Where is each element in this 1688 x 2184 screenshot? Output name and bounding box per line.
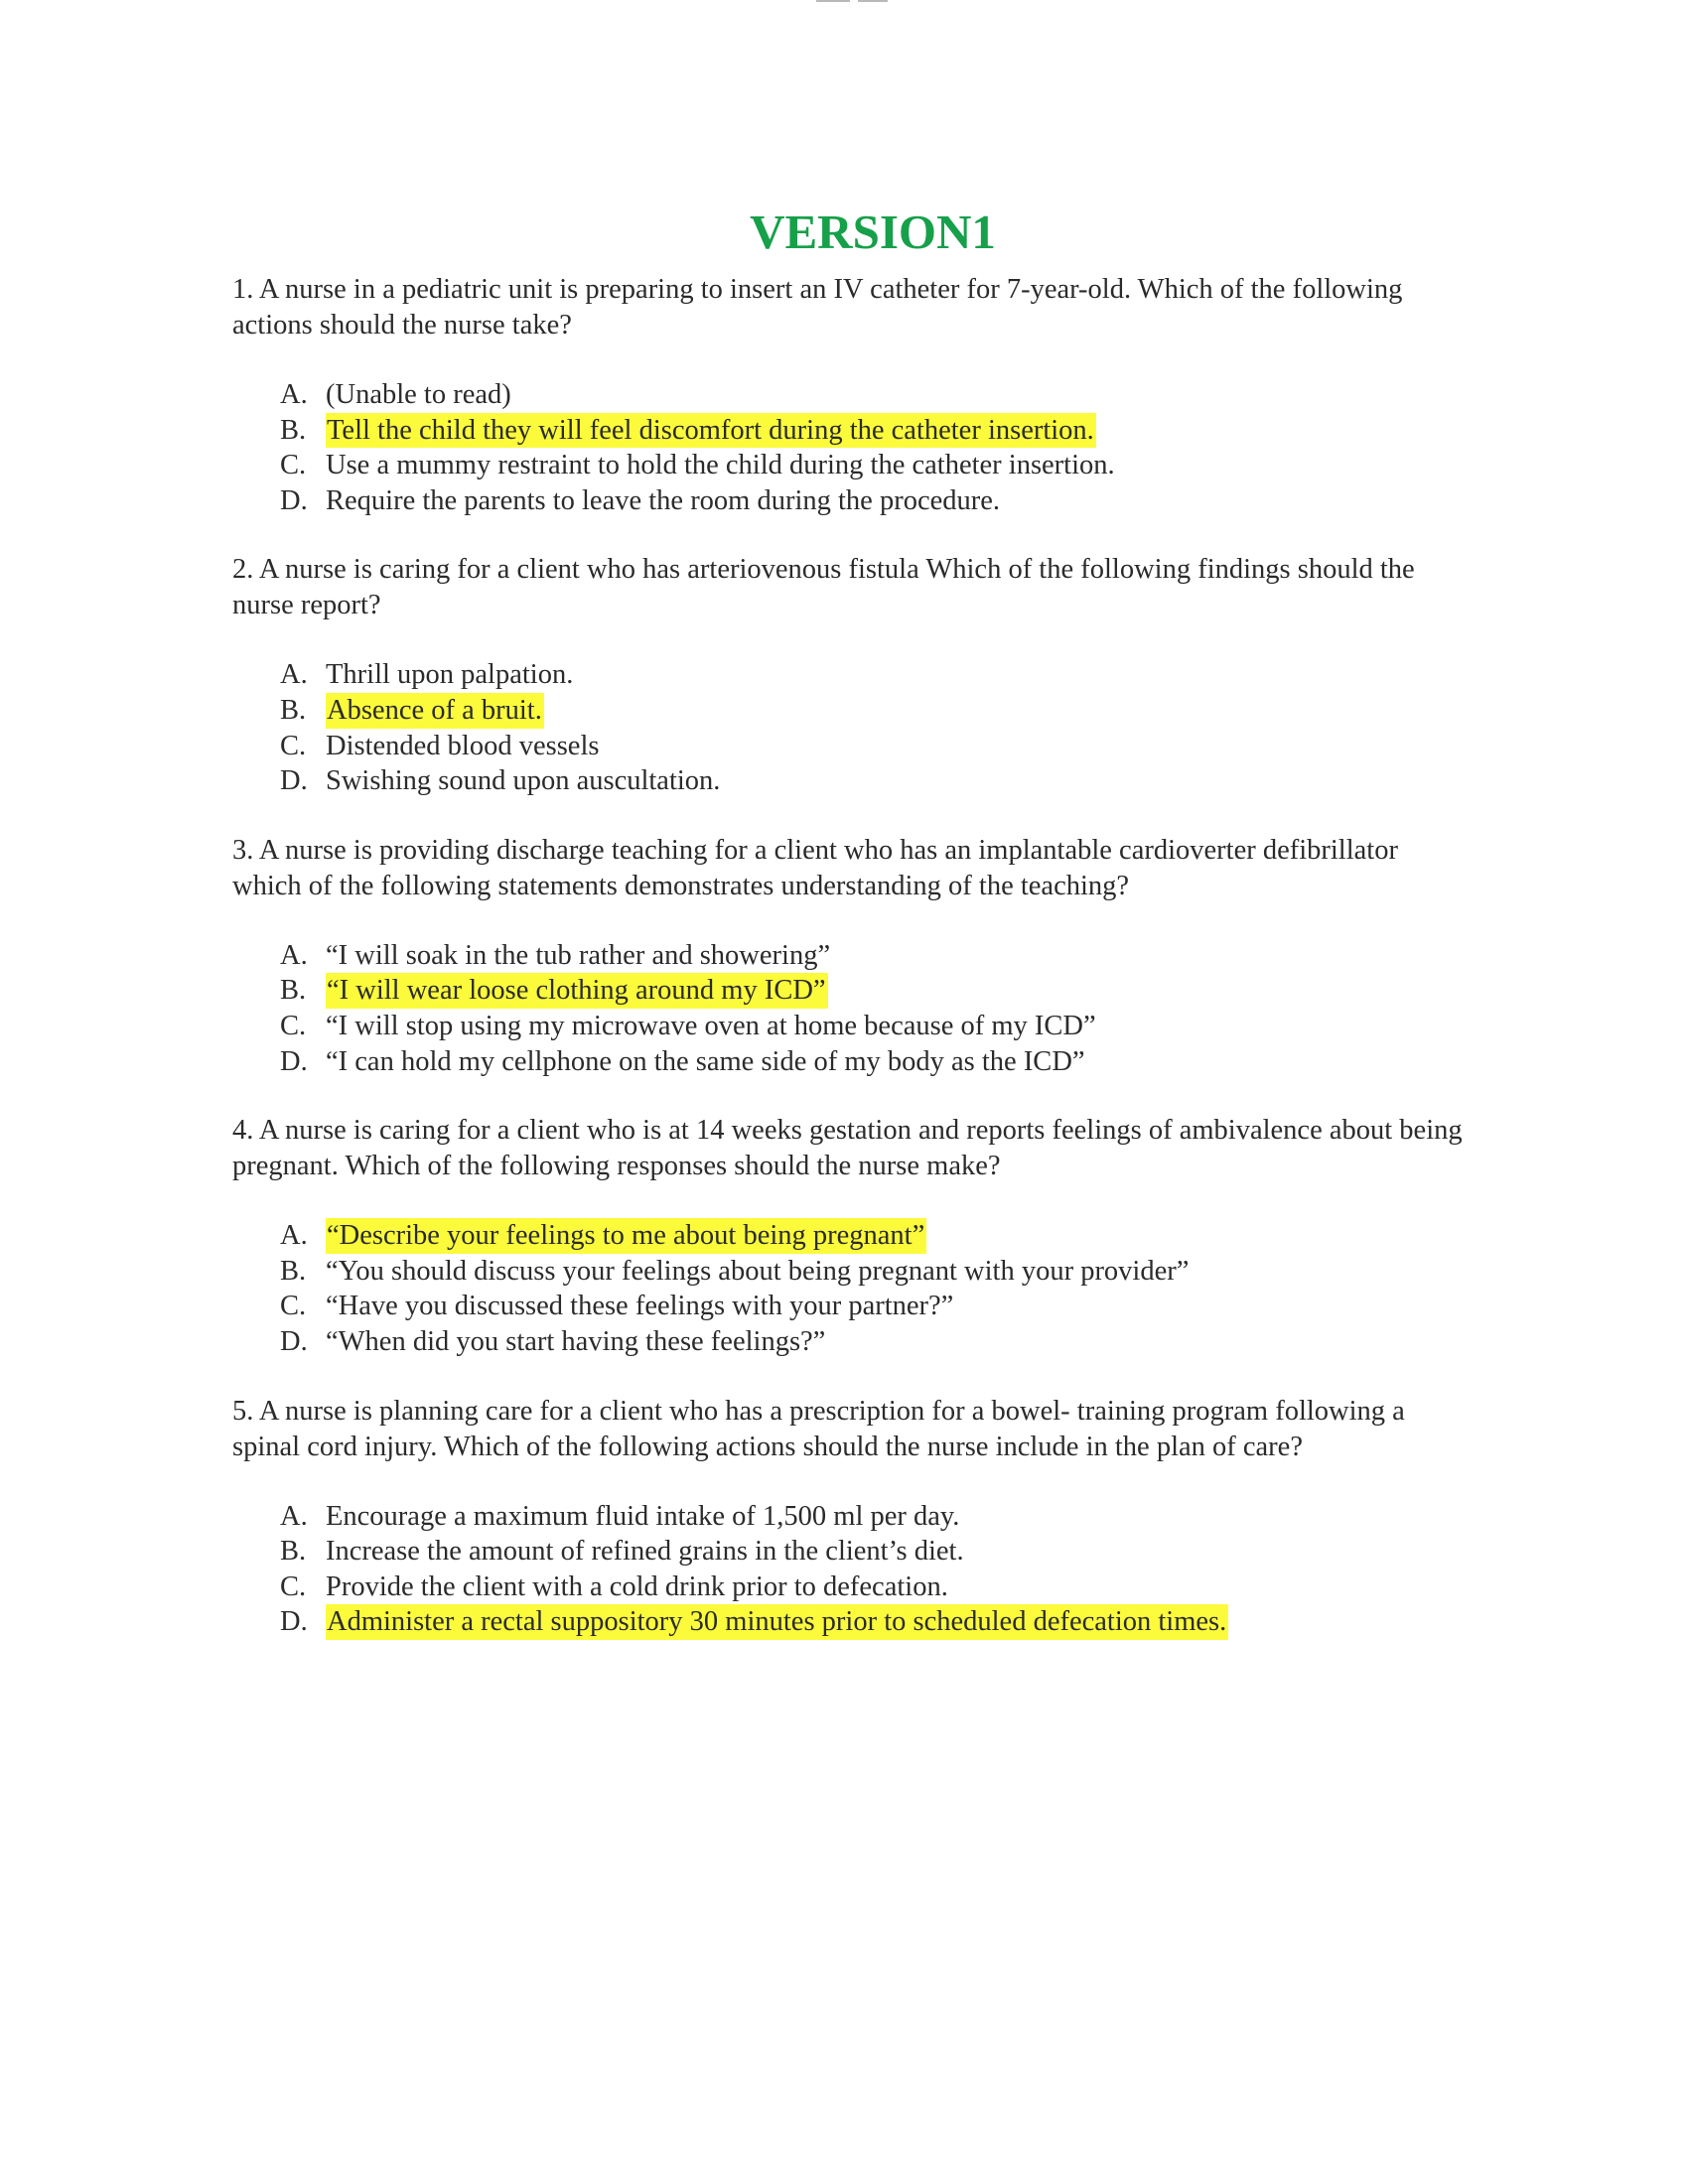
option-letter: C. [280,1570,307,1602]
question-stem: 3. A nurse is providing discharge teaching for a client who has an implantable cardioverter defibrillator which of the following statements demonstrates understanding of the teaching? [232,834,1398,901]
answer-option [280,413,1464,449]
question-5 [232,1394,1464,1640]
option-letter: B. [280,694,307,726]
answer-options [280,938,1464,1079]
answer-options [280,1499,1464,1640]
option-text: Swishing sound upon auscultation. [326,765,721,797]
option-text: “I can hold my cellphone on the same side of my body as the ICD” [326,1045,1085,1077]
answer-option [280,657,1464,693]
option-text: (Unable to read) [326,379,511,410]
question-stem: 5. A nurse is planning care for a client who has a prescription for a bowel- training program following a spinal cord injury. Which of the following actions should the nurse include in the plan of care? [232,1395,1405,1462]
answer-option [280,1324,1464,1360]
answer-option [280,1534,1464,1570]
question-4 [232,1113,1464,1359]
option-text: “When did you start having these feelings?” [326,1325,826,1357]
option-letter: A. [280,1220,308,1252]
answer-options [280,1218,1464,1359]
answer-option [280,1499,1464,1535]
answer-option [280,1289,1464,1324]
scan-mark-segment [858,0,888,2]
option-letter: A. [280,1500,308,1532]
answer-option [280,1044,1464,1080]
option-text: Thrill upon palpation. [326,659,574,691]
option-text: “Have you discussed these feelings with your partner?” [326,1291,954,1322]
answer-option [280,377,1464,413]
question-list [232,272,1464,1674]
option-letter: D. [280,484,308,516]
answer-option [280,729,1464,764]
option-text-highlighted: “I will wear loose clothing around my ICD” [326,973,828,1009]
scan-mark-segment [816,0,850,2]
page-title: VERSION1 [750,204,996,259]
option-text: Require the parents to leave the room during the procedure. [326,484,1001,516]
answer-option [280,973,1464,1009]
option-letter: C. [280,1010,307,1041]
scan-header-mark [816,0,896,4]
option-letter: B. [280,1255,307,1287]
question-2 [232,552,1464,798]
answer-option [280,1254,1464,1290]
option-text-highlighted: Tell the child they will feel discomfort during the catheter insertion. [326,413,1096,449]
answer-option [280,693,1464,729]
option-letter: D. [280,765,308,797]
option-letter: B. [280,1536,307,1568]
question-1 [232,272,1464,518]
answer-option [280,1009,1464,1044]
option-text: Encourage a maximum fluid intake of 1,500 ml per day. [326,1500,960,1532]
option-text-highlighted: Administer a rectal suppository 30 minutes prior to scheduled defecation times. [326,1604,1228,1640]
answer-option [280,1570,1464,1605]
question-3 [232,833,1464,1079]
question-stem: 2. A nurse is caring for a client who has arteriovenous fistula Which of the following findings should the nurse report? [232,554,1415,621]
option-text: Provide the client with a cold drink prior to defecation. [326,1570,948,1602]
option-letter: C. [280,450,307,481]
option-text: “You should discuss your feelings about being pregnant with your provider” [326,1255,1190,1287]
option-text: “I will soak in the tub rather and showering” [326,939,831,971]
option-letter: A. [280,659,308,691]
option-text: “I will stop using my microwave oven at home because of my ICD” [326,1010,1096,1041]
option-letter: D. [280,1045,308,1077]
answer-option [280,1604,1464,1640]
answer-option [280,938,1464,974]
option-letter: B. [280,414,307,446]
option-letter: C. [280,1291,307,1322]
answer-options [280,377,1464,518]
answer-option [280,483,1464,519]
option-text-highlighted: Absence of a bruit. [326,693,544,729]
option-letter: D. [280,1606,308,1638]
option-text: Distended blood vessels [326,730,600,761]
answer-option [280,763,1464,799]
answer-option [280,1218,1464,1254]
option-text-highlighted: “Describe your feelings to me about being pregnant” [326,1218,926,1254]
option-text: Use a mummy restraint to hold the child during the catheter insertion. [326,450,1115,481]
option-letter: A. [280,939,308,971]
answer-options [280,657,1464,798]
option-letter: A. [280,379,308,410]
question-stem: 4. A nurse is caring for a client who is at 14 weeks gestation and reports feelings of ambivalence about being pregnant. Which of the following responses should the nurse make? [232,1115,1463,1182]
option-text: Increase the amount of refined grains in the client’s diet. [326,1536,964,1568]
answer-option [280,448,1464,483]
option-letter: D. [280,1325,308,1357]
option-letter: B. [280,975,307,1007]
option-letter: C. [280,730,307,761]
question-stem: 1. A nurse in a pediatric unit is preparing to insert an IV catheter for 7-year-old. Which of the following actions should the nurse take? [232,274,1403,341]
